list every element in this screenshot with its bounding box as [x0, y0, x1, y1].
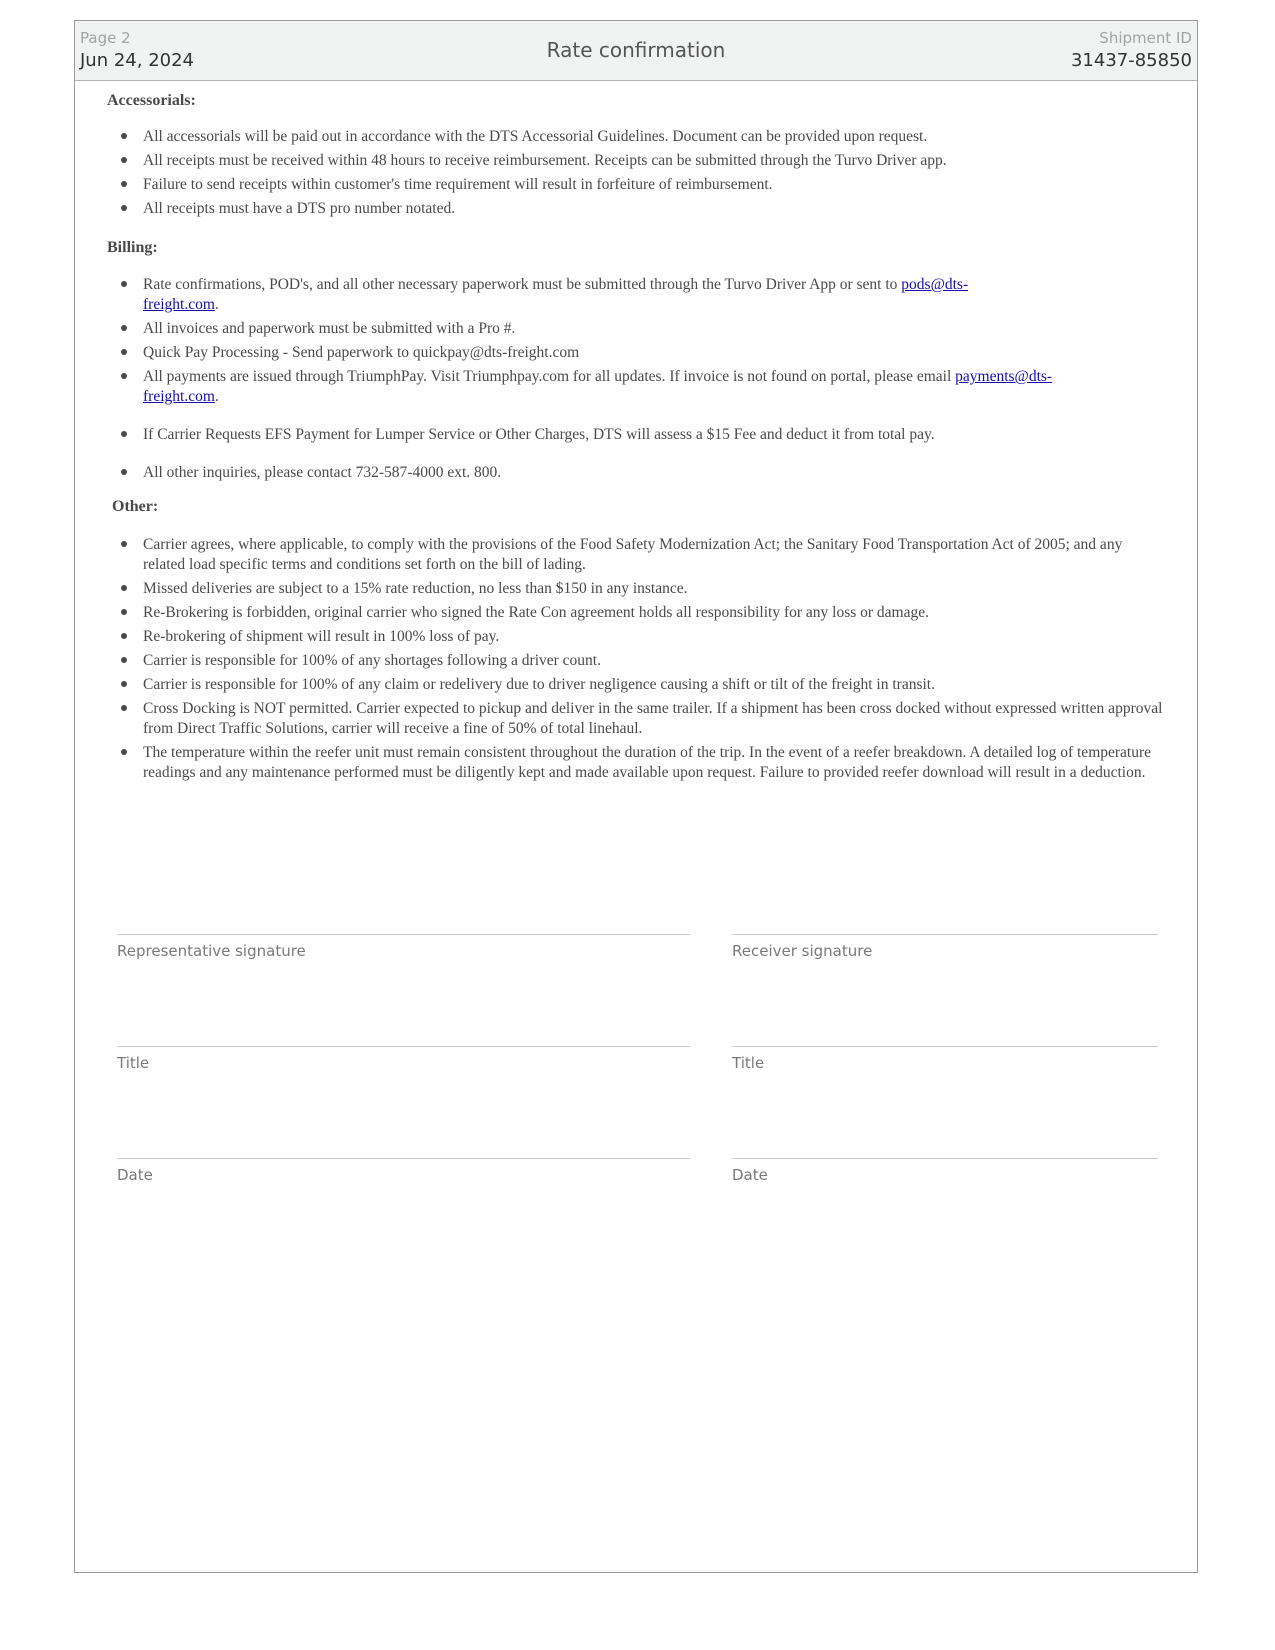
accessorials-list [105, 127, 1167, 219]
shipment-id-value: 31437-85850 [1070, 50, 1192, 71]
document-date: Jun 24, 2024 [80, 50, 195, 71]
representative-title-label: Title [117, 1054, 150, 1072]
receiver-signature-label: Receiver signature [732, 942, 873, 960]
list-item: All payments are issued through TriumphPay. Visit Triumphpay.com for all updates. If invoice is not found on portal, please email payments@dts-freight.com. [143, 367, 1167, 407]
list-item: Carrier is responsible for 100% of any claim or redelivery due to driver negligence causing a shift or tilt of the freight in transit. [143, 675, 1167, 695]
representative-signature-field[interactable] [117, 934, 690, 960]
document-page [74, 20, 1198, 1573]
list-item: Missed deliveries are subject to a 15% rate reduction, no less than $150 in any instance. [143, 579, 1167, 599]
signature-line [117, 934, 690, 935]
pods-email-link[interactable]: pods@dts-freight.com [143, 276, 969, 313]
header-right [1071, 28, 1192, 74]
list-item: All receipts must have a DTS pro number notated. [143, 199, 1167, 219]
document-title: Rate confirmation [546, 38, 726, 62]
receiver-signature-field[interactable] [732, 934, 1158, 960]
list-item: Failure to send receipts within customer's time requirement will result in forfeiture of reimbursement. [143, 175, 1167, 195]
list-item: All accessorials will be paid out in accordance with the DTS Accessorial Guidelines. Document can be provided upon request. [143, 127, 1167, 147]
representative-title-field[interactable] [117, 1046, 690, 1072]
billing-item-text: Rate confirmations, POD's, and all other necessary paperwork must be submitted through the Turvo Driver App or sent to [143, 276, 898, 293]
receiver-title-field[interactable] [732, 1046, 1158, 1072]
billing-list [105, 275, 1167, 483]
receiver-title-label: Title [732, 1054, 765, 1072]
other-list [105, 535, 1167, 783]
page-number: Page 2 [80, 29, 131, 47]
receiver-date-label: Date [732, 1166, 768, 1184]
list-item: All receipts must be received within 48 hours to receive reimbursement. Receipts can be submitted through the Turvo Driver app. [143, 151, 1167, 171]
list-item: Rate confirmations, POD's, and all other necessary paperwork must be submitted through the Turvo Driver App or sent to pods@dts-freight.com. [143, 275, 1167, 315]
billing-item-text: All payments are issued through TriumphPay. Visit Triumphpay.com for all updates. If invoice is not found on portal, please email [143, 368, 952, 385]
list-item: All invoices and paperwork must be submitted with a Pro #. [143, 319, 1167, 339]
payments-email-link[interactable]: payments@dts-freight.com [143, 368, 1053, 405]
list-item: Carrier is responsible for 100% of any shortages following a driver count. [143, 651, 1167, 671]
list-item: Re-Brokering is forbidden, original carrier who signed the Rate Con agreement holds all responsibility for any loss or damage. [143, 603, 1167, 623]
list-item: The temperature within the reefer unit must remain consistent throughout the duration of the trip. In the event of a reefer breakdown. A detailed log of temperature readings and any maintenance performed must be diligently kept and made available upon request. Failure to provided reefer download will result in a deduction. [143, 743, 1167, 783]
page-header [75, 21, 1197, 81]
representative-date-label: Date [117, 1166, 153, 1184]
list-item: Re-brokering of shipment will result in 100% loss of pay. [143, 627, 1167, 647]
receiver-date-field[interactable] [732, 1158, 1158, 1184]
representative-date-field[interactable] [117, 1158, 690, 1184]
list-item: Cross Docking is NOT permitted. Carrier expected to pickup and deliver in the same trailer. If a shipment has been cross docked without expressed written approval from Direct Traffic Solutions, carrier will receive a fine of 50% of total linehaul. [143, 699, 1167, 739]
billing-heading: Billing: [107, 239, 158, 256]
signature-line [732, 1046, 1158, 1047]
list-item: If Carrier Requests EFS Payment for Lumper Service or Other Charges, DTS will assess a $15 Fee and deduct it from total pay. [143, 425, 1167, 445]
list-item: Carrier agrees, where applicable, to comply with the provisions of the Food Safety Modernization Act; the Sanitary Food Transportation Act of 2005; and any related load specific terms and conditions set forth on the bill of lading. [143, 535, 1167, 575]
list-item: All other inquiries, please contact 732-587-4000 ext. 800. [143, 463, 1167, 483]
shipment-id-label: Shipment ID [1099, 29, 1192, 47]
other-heading: Other: [112, 498, 159, 515]
signature-line [117, 1158, 690, 1159]
accessorials-heading: Accessorials: [107, 92, 196, 109]
signature-line [732, 934, 1158, 935]
list-item: Quick Pay Processing - Send paperwork to quickpay@dts-freight.com [143, 343, 1167, 363]
signature-line [117, 1046, 690, 1047]
representative-signature-label: Representative signature [117, 942, 306, 960]
signature-line [732, 1158, 1158, 1159]
